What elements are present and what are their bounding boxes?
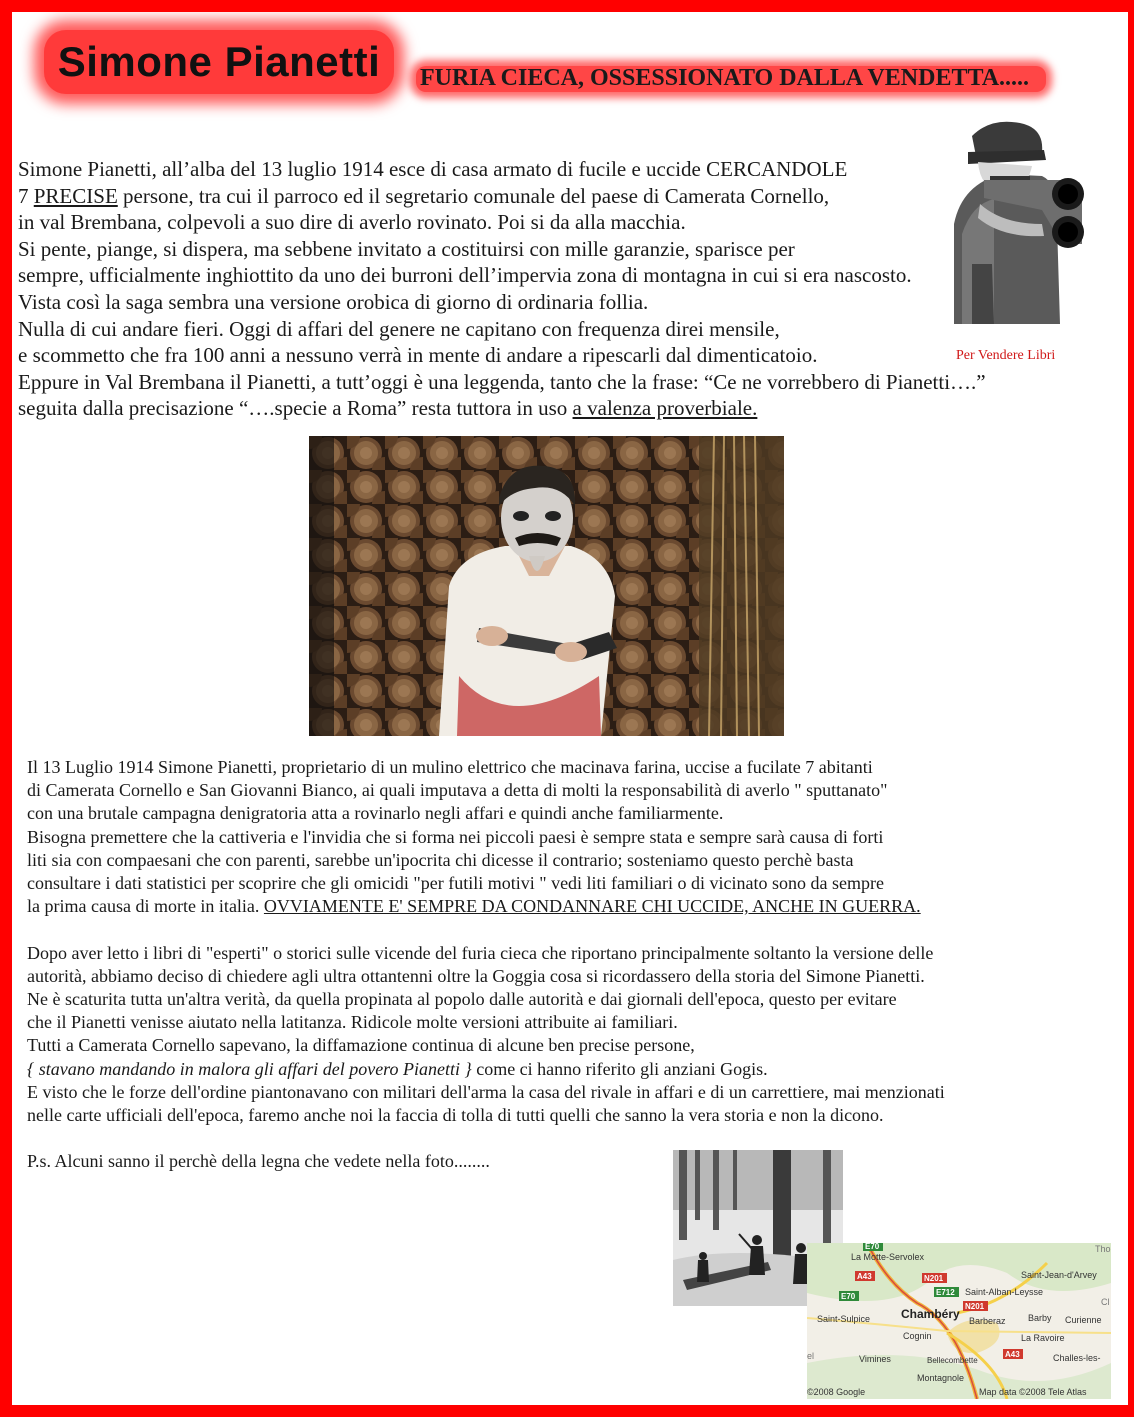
story-line: Dopo aver letto i libri di "esperti" o storici sulle vicende del furia cieca che riportano principalmente soltanto la versione delle: [27, 942, 934, 963]
map-place: Saint-Sulpice: [817, 1314, 871, 1324]
story-text-span: la prima causa di morte in italia.: [27, 896, 264, 917]
intro-line: sempre, ufficialmente inghiottito da uno dei burroni dell’impervia zona di montagna in cui si era nascosto.: [18, 263, 912, 288]
intro-line: Eppure in Val Brembana il Pianetti, a tutt’oggi è una leggenda, tanto che la frase: “Ce ne vorrebbero di Pianetti….”: [18, 369, 986, 394]
intro-line: Simone Pianetti, all’alba del 13 luglio 1914 esce di casa armato di fucile e uccide CERCANDOLE: [18, 157, 848, 181]
intro-text-span: 7: [18, 183, 34, 208]
map-thumbnail[interactable]: [807, 1243, 1111, 1399]
map-place: el: [807, 1351, 815, 1361]
map-place: Barby: [1028, 1313, 1052, 1323]
road-badge: E70: [865, 1243, 880, 1251]
map-place: La Ravoire: [1021, 1333, 1065, 1343]
map-place: Chambéry: [901, 1307, 960, 1321]
intro-text: [18, 156, 1128, 422]
map-place: Challes-les-: [1053, 1353, 1101, 1363]
page-title: Simone Pianetti: [57, 38, 381, 85]
road-badge: N201: [965, 1302, 985, 1311]
paragraph-gap: [27, 1127, 1117, 1150]
road-badge: A43: [857, 1272, 872, 1281]
map-place: Curienne: [1065, 1315, 1102, 1325]
story-line: Ne è scaturita tutta un'altra verità, da quella propinata al popolo dalle autorità e dai giornali dell'epoca, questo per evitare: [27, 989, 897, 1010]
intro-line: [18, 183, 1128, 210]
title-banner: [44, 30, 394, 94]
map-place: Montagnole: [917, 1373, 965, 1383]
story-line: nelle carte ufficiali dell'epoca, faremo anche noi la faccia di tolla di tutti quelli che sanno la vera storia e non la dicono.: [27, 1105, 884, 1126]
map-place: Saint-Alban-Leysse: [965, 1287, 1044, 1297]
story-line: di Camerata Cornello e San Giovanni Bianco, ai quali imputava a detta di molti la responsabilità di averlo " sputtanato": [27, 780, 888, 801]
story-line: con una brutale campagna denigratoria atta a rovinarlo negli affari e quindi anche familiarmente.: [27, 803, 724, 824]
subtitle-banner: [416, 66, 1046, 92]
intro-line: e scommetto che fra 100 anni a nessuno verrà in mente di andare a ripescarli dal dimenticatoio.: [18, 343, 818, 368]
story-text-span: come ci hanno riferito gli anziani Gogis.: [471, 1058, 768, 1079]
story-line: [27, 1058, 1117, 1081]
intro-line: [18, 395, 1128, 422]
postscript: P.s. Alcuni sanno il perchè della legna che vedete nella foto........: [27, 1151, 490, 1172]
precise-link[interactable]: PRECISE: [33, 183, 118, 208]
story-line: Bisogna premettere che la cattiveria e l'invidia che si forma nei piccoli paesi è sempre stata e sempre sarà causa di forti: [27, 826, 884, 847]
map-place: Tho: [1095, 1244, 1111, 1254]
intro-text-span: persone, tra cui il parroco ed il segretario comunale del paese di Camerata Cornello,: [117, 183, 830, 208]
sell-books-link[interactable]: Per Vendere Libri: [956, 348, 1056, 363]
map-credit: Map data ©2008 Tele Atlas: [979, 1387, 1087, 1397]
condemn-statement: OVVIAMENTE E' SEMPRE DA CONDANNARE CHI UCCIDE, ANCHE IN GUERRA.: [263, 896, 921, 917]
map-place: Barberaz: [969, 1316, 1006, 1326]
story-line: liti sia con compaesani che con parenti, sarebbe un'ipocrita chi dicesse il contrario; sosteniamo questo perchè basta: [27, 849, 854, 870]
road-badge: E70: [841, 1292, 856, 1301]
map-place: Cl: [1101, 1297, 1110, 1307]
story-line: Il 13 Luglio 1914 Simone Pianetti, proprietario di un mulino elettrico che macinava farina, uccise a fucilate 7 abitanti: [27, 757, 873, 777]
intro-line: Si pente, piange, si dispera, ma sebbene invitato a costituirsi con mille garanzie, sparisce per: [18, 236, 795, 261]
intro-line: in val Brembana, colpevoli a suo dire di averlo rovinato. Poi si da alla macchia.: [18, 210, 686, 235]
story-line: che il Pianetti venisse aiutato nella latitanza. Ridicole molte versioni attribuite ai familiari.: [27, 1012, 678, 1033]
main-photo: [309, 436, 784, 736]
paragraph-gap: [27, 918, 1117, 941]
intro-line: Vista così la saga sembra una versione orobica di giorno di ordinaria follia.: [18, 289, 649, 314]
map-place: Saint-Jean-d'Arvey: [1021, 1270, 1097, 1280]
map-credit: ©2008 Google: [807, 1387, 866, 1397]
story-line: consultare i dati statistici per scoprire che gli omicidi "per futili motivi " vedi liti familiari o di vicinato sono da sempre: [27, 873, 884, 894]
intro-line: Nulla di cui andare fieri. Oggi di affari del genere ne capitano con frequenza direi mensile,: [18, 316, 780, 341]
story-line: [27, 895, 1117, 918]
page-subtitle: FURIA CIECA, OSSESSIONATO DALLA VENDETTA.....: [420, 65, 1030, 91]
story-line: E visto che le forze dell'ordine piantonavano con militari dell'arma la casa del rivale in affari e di un carrettiere, mai menzionati: [27, 1081, 945, 1102]
map-place: Cognin: [903, 1331, 932, 1341]
italic-quote: { stavano mandando in malora gli affari del povero Pianetti }: [27, 1058, 472, 1079]
story-line: autorità, abbiamo deciso di chiedere agli ultra ottantenni oltre la Goggia cosa si ricordassero della storia del Simone Pianetti.: [27, 965, 925, 986]
intro-text-span: seguita dalla precisazione “….specie a Roma” resta tuttora in uso: [18, 396, 573, 421]
proverb-link[interactable]: a valenza proverbiale.: [572, 396, 758, 421]
map-place: Bellecombette: [927, 1356, 978, 1365]
map-place: Vimines: [859, 1354, 891, 1364]
road-badge: N201: [924, 1274, 944, 1283]
road-badge: E712: [936, 1288, 955, 1297]
story-line: Tutti a Camerata Cornello sapevano, la diffamazione continua di alcune ben precise persone,: [27, 1035, 695, 1056]
story-text: [27, 756, 1117, 1174]
road-badge: A43: [1005, 1350, 1020, 1359]
map-place: La Motte-Servolex: [851, 1252, 925, 1262]
